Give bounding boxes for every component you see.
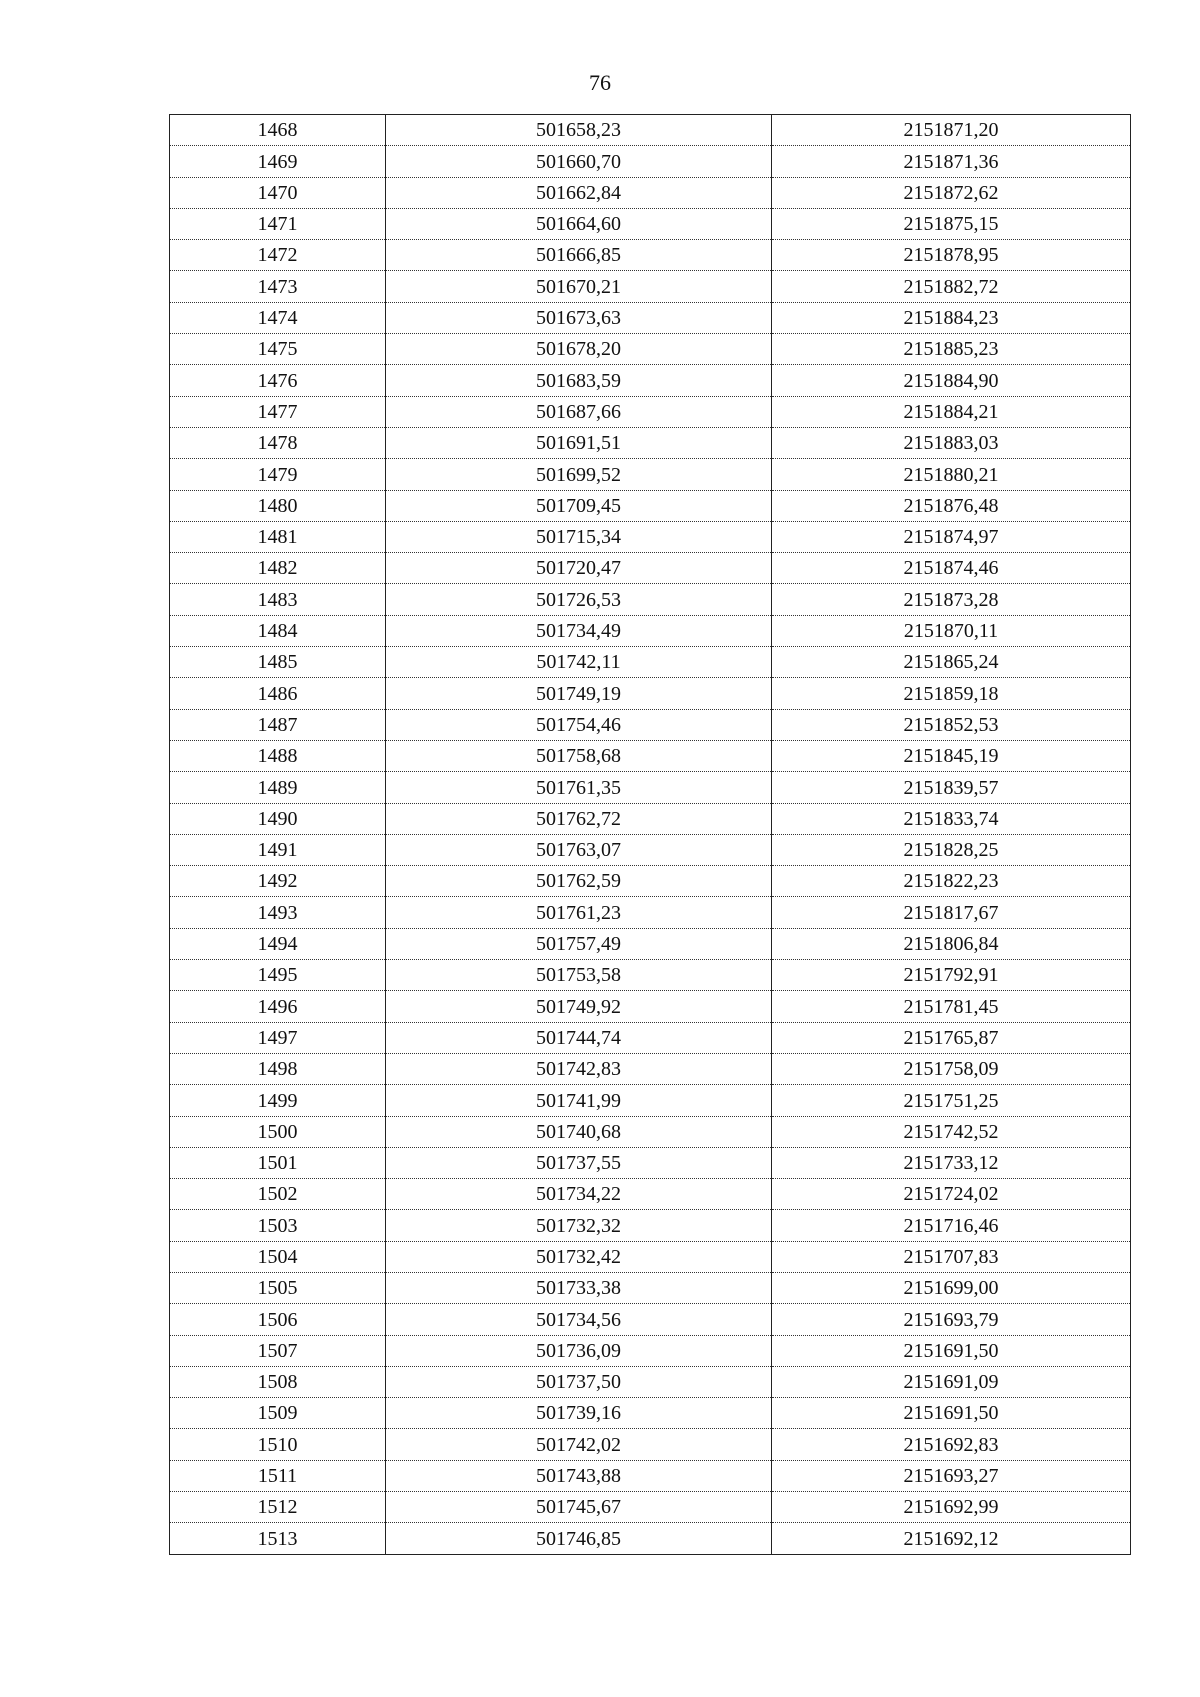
point-number-cell: 1503 bbox=[170, 1210, 386, 1241]
point-number-cell: 1475 bbox=[170, 334, 386, 365]
y-coordinate-cell: 2151724,02 bbox=[772, 1179, 1131, 1210]
table-row bbox=[170, 1272, 1131, 1303]
x-coordinate-cell: 501736,09 bbox=[386, 1335, 772, 1366]
x-coordinate-cell: 501732,32 bbox=[386, 1210, 772, 1241]
x-coordinate-cell: 501754,46 bbox=[386, 709, 772, 740]
point-number-cell: 1507 bbox=[170, 1335, 386, 1366]
point-number-cell: 1494 bbox=[170, 928, 386, 959]
point-number-cell: 1487 bbox=[170, 709, 386, 740]
table-row bbox=[170, 803, 1131, 834]
point-number-cell: 1486 bbox=[170, 678, 386, 709]
y-coordinate-cell: 2151828,25 bbox=[772, 834, 1131, 865]
y-coordinate-cell: 2151839,57 bbox=[772, 772, 1131, 803]
point-number-cell: 1492 bbox=[170, 866, 386, 897]
x-coordinate-cell: 501763,07 bbox=[386, 834, 772, 865]
x-coordinate-cell: 501741,99 bbox=[386, 1085, 772, 1116]
table-row bbox=[170, 490, 1131, 521]
table-row bbox=[170, 427, 1131, 458]
table-row bbox=[170, 1429, 1131, 1460]
table-row bbox=[170, 146, 1131, 177]
y-coordinate-cell: 2151871,20 bbox=[772, 115, 1131, 146]
x-coordinate-cell: 501746,85 bbox=[386, 1523, 772, 1554]
table-row bbox=[170, 1053, 1131, 1084]
table-row bbox=[170, 928, 1131, 959]
table-row bbox=[170, 365, 1131, 396]
y-coordinate-cell: 2151792,91 bbox=[772, 960, 1131, 991]
y-coordinate-cell: 2151884,23 bbox=[772, 302, 1131, 333]
x-coordinate-cell: 501758,68 bbox=[386, 740, 772, 771]
x-coordinate-cell: 501715,34 bbox=[386, 521, 772, 552]
y-coordinate-cell: 2151765,87 bbox=[772, 1022, 1131, 1053]
table-row bbox=[170, 1210, 1131, 1241]
y-coordinate-cell: 2151872,62 bbox=[772, 177, 1131, 208]
x-coordinate-cell: 501749,92 bbox=[386, 991, 772, 1022]
table-row bbox=[170, 1492, 1131, 1523]
y-coordinate-cell: 2151852,53 bbox=[772, 709, 1131, 740]
y-coordinate-cell: 2151875,15 bbox=[772, 208, 1131, 239]
x-coordinate-cell: 501737,50 bbox=[386, 1366, 772, 1397]
point-number-cell: 1496 bbox=[170, 991, 386, 1022]
table-row bbox=[170, 991, 1131, 1022]
y-coordinate-cell: 2151751,25 bbox=[772, 1085, 1131, 1116]
point-number-cell: 1510 bbox=[170, 1429, 386, 1460]
y-coordinate-cell: 2151884,90 bbox=[772, 365, 1131, 396]
point-number-cell: 1480 bbox=[170, 490, 386, 521]
point-number-cell: 1509 bbox=[170, 1398, 386, 1429]
y-coordinate-cell: 2151758,09 bbox=[772, 1053, 1131, 1084]
point-number-cell: 1474 bbox=[170, 302, 386, 333]
table-row bbox=[170, 271, 1131, 302]
y-coordinate-cell: 2151781,45 bbox=[772, 991, 1131, 1022]
x-coordinate-cell: 501734,49 bbox=[386, 615, 772, 646]
table-row bbox=[170, 1179, 1131, 1210]
table-row bbox=[170, 772, 1131, 803]
point-number-cell: 1481 bbox=[170, 521, 386, 552]
point-number-cell: 1508 bbox=[170, 1366, 386, 1397]
point-number-cell: 1470 bbox=[170, 177, 386, 208]
y-coordinate-cell: 2151733,12 bbox=[772, 1147, 1131, 1178]
table-row bbox=[170, 1335, 1131, 1366]
y-coordinate-cell: 2151699,00 bbox=[772, 1272, 1131, 1303]
y-coordinate-cell: 2151716,46 bbox=[772, 1210, 1131, 1241]
x-coordinate-cell: 501673,63 bbox=[386, 302, 772, 333]
x-coordinate-cell: 501737,55 bbox=[386, 1147, 772, 1178]
point-number-cell: 1488 bbox=[170, 740, 386, 771]
x-coordinate-cell: 501726,53 bbox=[386, 584, 772, 615]
y-coordinate-cell: 2151882,72 bbox=[772, 271, 1131, 302]
y-coordinate-cell: 2151806,84 bbox=[772, 928, 1131, 959]
point-number-cell: 1506 bbox=[170, 1304, 386, 1335]
point-number-cell: 1472 bbox=[170, 240, 386, 271]
table-row bbox=[170, 115, 1131, 146]
x-coordinate-cell: 501664,60 bbox=[386, 208, 772, 239]
y-coordinate-cell: 2151692,83 bbox=[772, 1429, 1131, 1460]
point-number-cell: 1489 bbox=[170, 772, 386, 803]
table-row bbox=[170, 396, 1131, 427]
table-row bbox=[170, 1116, 1131, 1147]
point-number-cell: 1479 bbox=[170, 459, 386, 490]
x-coordinate-cell: 501749,19 bbox=[386, 678, 772, 709]
y-coordinate-cell: 2151817,67 bbox=[772, 897, 1131, 928]
x-coordinate-cell: 501761,35 bbox=[386, 772, 772, 803]
table-row bbox=[170, 1523, 1131, 1554]
y-coordinate-cell: 2151880,21 bbox=[772, 459, 1131, 490]
coordinates-table-body bbox=[170, 115, 1131, 1555]
table-row bbox=[170, 834, 1131, 865]
point-number-cell: 1482 bbox=[170, 553, 386, 584]
y-coordinate-cell: 2151845,19 bbox=[772, 740, 1131, 771]
point-number-cell: 1491 bbox=[170, 834, 386, 865]
y-coordinate-cell: 2151691,50 bbox=[772, 1398, 1131, 1429]
x-coordinate-cell: 501662,84 bbox=[386, 177, 772, 208]
x-coordinate-cell: 501740,68 bbox=[386, 1116, 772, 1147]
point-number-cell: 1490 bbox=[170, 803, 386, 834]
point-number-cell: 1484 bbox=[170, 615, 386, 646]
y-coordinate-cell: 2151707,83 bbox=[772, 1241, 1131, 1272]
table-row bbox=[170, 521, 1131, 552]
x-coordinate-cell: 501687,66 bbox=[386, 396, 772, 427]
x-coordinate-cell: 501744,74 bbox=[386, 1022, 772, 1053]
y-coordinate-cell: 2151871,36 bbox=[772, 146, 1131, 177]
table-row bbox=[170, 740, 1131, 771]
table-row bbox=[170, 459, 1131, 490]
point-number-cell: 1499 bbox=[170, 1085, 386, 1116]
x-coordinate-cell: 501762,59 bbox=[386, 866, 772, 897]
y-coordinate-cell: 2151874,46 bbox=[772, 553, 1131, 584]
point-number-cell: 1495 bbox=[170, 960, 386, 991]
table-row bbox=[170, 302, 1131, 333]
table-row bbox=[170, 1022, 1131, 1053]
point-number-cell: 1485 bbox=[170, 647, 386, 678]
x-coordinate-cell: 501670,21 bbox=[386, 271, 772, 302]
point-number-cell: 1493 bbox=[170, 897, 386, 928]
table-row bbox=[170, 960, 1131, 991]
y-coordinate-cell: 2151883,03 bbox=[772, 427, 1131, 458]
x-coordinate-cell: 501733,38 bbox=[386, 1272, 772, 1303]
x-coordinate-cell: 501660,70 bbox=[386, 146, 772, 177]
point-number-cell: 1500 bbox=[170, 1116, 386, 1147]
x-coordinate-cell: 501761,23 bbox=[386, 897, 772, 928]
x-coordinate-cell: 501742,02 bbox=[386, 1429, 772, 1460]
page-number: 76 bbox=[589, 70, 611, 95]
table-row bbox=[170, 334, 1131, 365]
y-coordinate-cell: 2151742,52 bbox=[772, 1116, 1131, 1147]
table-row bbox=[170, 553, 1131, 584]
table-row bbox=[170, 1085, 1131, 1116]
table-row bbox=[170, 866, 1131, 897]
x-coordinate-cell: 501678,20 bbox=[386, 334, 772, 365]
y-coordinate-cell: 2151876,48 bbox=[772, 490, 1131, 521]
table-row bbox=[170, 1366, 1131, 1397]
x-coordinate-cell: 501691,51 bbox=[386, 427, 772, 458]
y-coordinate-cell: 2151822,23 bbox=[772, 866, 1131, 897]
point-number-cell: 1501 bbox=[170, 1147, 386, 1178]
x-coordinate-cell: 501683,59 bbox=[386, 365, 772, 396]
table-row bbox=[170, 1304, 1131, 1335]
point-number-cell: 1513 bbox=[170, 1523, 386, 1554]
x-coordinate-cell: 501742,11 bbox=[386, 647, 772, 678]
y-coordinate-cell: 2151691,09 bbox=[772, 1366, 1131, 1397]
y-coordinate-cell: 2151884,21 bbox=[772, 396, 1131, 427]
x-coordinate-cell: 501734,22 bbox=[386, 1179, 772, 1210]
table-row bbox=[170, 1460, 1131, 1491]
table-row bbox=[170, 240, 1131, 271]
y-coordinate-cell: 2151885,23 bbox=[772, 334, 1131, 365]
table-row bbox=[170, 208, 1131, 239]
x-coordinate-cell: 501734,56 bbox=[386, 1304, 772, 1335]
y-coordinate-cell: 2151833,74 bbox=[772, 803, 1131, 834]
point-number-cell: 1469 bbox=[170, 146, 386, 177]
table-row bbox=[170, 678, 1131, 709]
x-coordinate-cell: 501757,49 bbox=[386, 928, 772, 959]
y-coordinate-cell: 2151692,99 bbox=[772, 1492, 1131, 1523]
point-number-cell: 1498 bbox=[170, 1053, 386, 1084]
point-number-cell: 1497 bbox=[170, 1022, 386, 1053]
point-number-cell: 1504 bbox=[170, 1241, 386, 1272]
x-coordinate-cell: 501739,16 bbox=[386, 1398, 772, 1429]
y-coordinate-cell: 2151873,28 bbox=[772, 584, 1131, 615]
y-coordinate-cell: 2151693,27 bbox=[772, 1460, 1131, 1491]
x-coordinate-cell: 501732,42 bbox=[386, 1241, 772, 1272]
table-row bbox=[170, 647, 1131, 678]
point-number-cell: 1505 bbox=[170, 1272, 386, 1303]
y-coordinate-cell: 2151878,95 bbox=[772, 240, 1131, 271]
point-number-cell: 1473 bbox=[170, 271, 386, 302]
x-coordinate-cell: 501745,67 bbox=[386, 1492, 772, 1523]
table-row bbox=[170, 709, 1131, 740]
table-row bbox=[170, 177, 1131, 208]
x-coordinate-cell: 501699,52 bbox=[386, 459, 772, 490]
table-row bbox=[170, 897, 1131, 928]
x-coordinate-cell: 501720,47 bbox=[386, 553, 772, 584]
x-coordinate-cell: 501742,83 bbox=[386, 1053, 772, 1084]
x-coordinate-cell: 501658,23 bbox=[386, 115, 772, 146]
x-coordinate-cell: 501743,88 bbox=[386, 1460, 772, 1491]
point-number-cell: 1471 bbox=[170, 208, 386, 239]
y-coordinate-cell: 2151870,11 bbox=[772, 615, 1131, 646]
table-row bbox=[170, 584, 1131, 615]
point-number-cell: 1476 bbox=[170, 365, 386, 396]
point-number-cell: 1511 bbox=[170, 1460, 386, 1491]
y-coordinate-cell: 2151865,24 bbox=[772, 647, 1131, 678]
y-coordinate-cell: 2151691,50 bbox=[772, 1335, 1131, 1366]
x-coordinate-cell: 501753,58 bbox=[386, 960, 772, 991]
point-number-cell: 1477 bbox=[170, 396, 386, 427]
x-coordinate-cell: 501709,45 bbox=[386, 490, 772, 521]
point-number-cell: 1478 bbox=[170, 427, 386, 458]
table-row bbox=[170, 1147, 1131, 1178]
x-coordinate-cell: 501762,72 bbox=[386, 803, 772, 834]
y-coordinate-cell: 2151692,12 bbox=[772, 1523, 1131, 1554]
y-coordinate-cell: 2151859,18 bbox=[772, 678, 1131, 709]
table-row bbox=[170, 615, 1131, 646]
point-number-cell: 1502 bbox=[170, 1179, 386, 1210]
table-row bbox=[170, 1398, 1131, 1429]
point-number-cell: 1512 bbox=[170, 1492, 386, 1523]
coordinates-table bbox=[169, 114, 1131, 1555]
table-row bbox=[170, 1241, 1131, 1272]
point-number-cell: 1468 bbox=[170, 115, 386, 146]
x-coordinate-cell: 501666,85 bbox=[386, 240, 772, 271]
point-number-cell: 1483 bbox=[170, 584, 386, 615]
y-coordinate-cell: 2151693,79 bbox=[772, 1304, 1131, 1335]
y-coordinate-cell: 2151874,97 bbox=[772, 521, 1131, 552]
